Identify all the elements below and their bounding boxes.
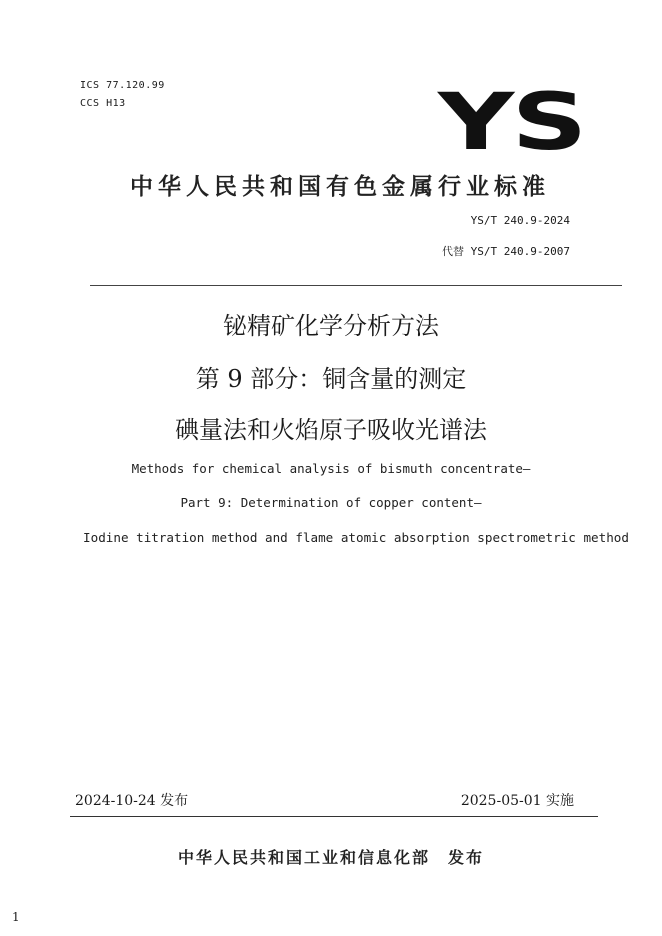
ys-logo: YS [438, 78, 585, 168]
footer-divider [70, 816, 598, 817]
title-en-line-3: Iodine titration method and flame atomic absorption spectrometric method [83, 530, 629, 545]
header-divider [90, 285, 622, 286]
title-cn-line-1: 铋精矿化学分析方法 [223, 312, 439, 340]
issue-date: 2024-10-24 发布 [75, 793, 189, 809]
title-cn-line-2: 第 9 部分：铜含量的测定 [195, 365, 467, 393]
ics-code: ICS 77.120.99 [80, 80, 165, 91]
implementation-date: 2025-05-01 实施 [460, 793, 574, 809]
ccs-code: CCS H13 [80, 98, 126, 109]
organization-title: 中华人民共和国有色金属行业标准 [130, 174, 550, 200]
issuer: 中华人民共和国工业和信息化部 发布 [177, 848, 484, 867]
page-number: 1 [12, 910, 20, 924]
standard-number: YS/T 240.9-2024 [470, 214, 570, 227]
title-cn-line-3: 碘量法和火焰原子吸收光谱法 [175, 416, 487, 444]
replaces-standard: 代替 YS/T 240.9-2007 [442, 245, 570, 258]
title-en-line-2: Part 9: Determination of copper content— [180, 495, 482, 510]
title-en-line-1: Methods for chemical analysis of bismuth concentrate— [131, 461, 531, 476]
